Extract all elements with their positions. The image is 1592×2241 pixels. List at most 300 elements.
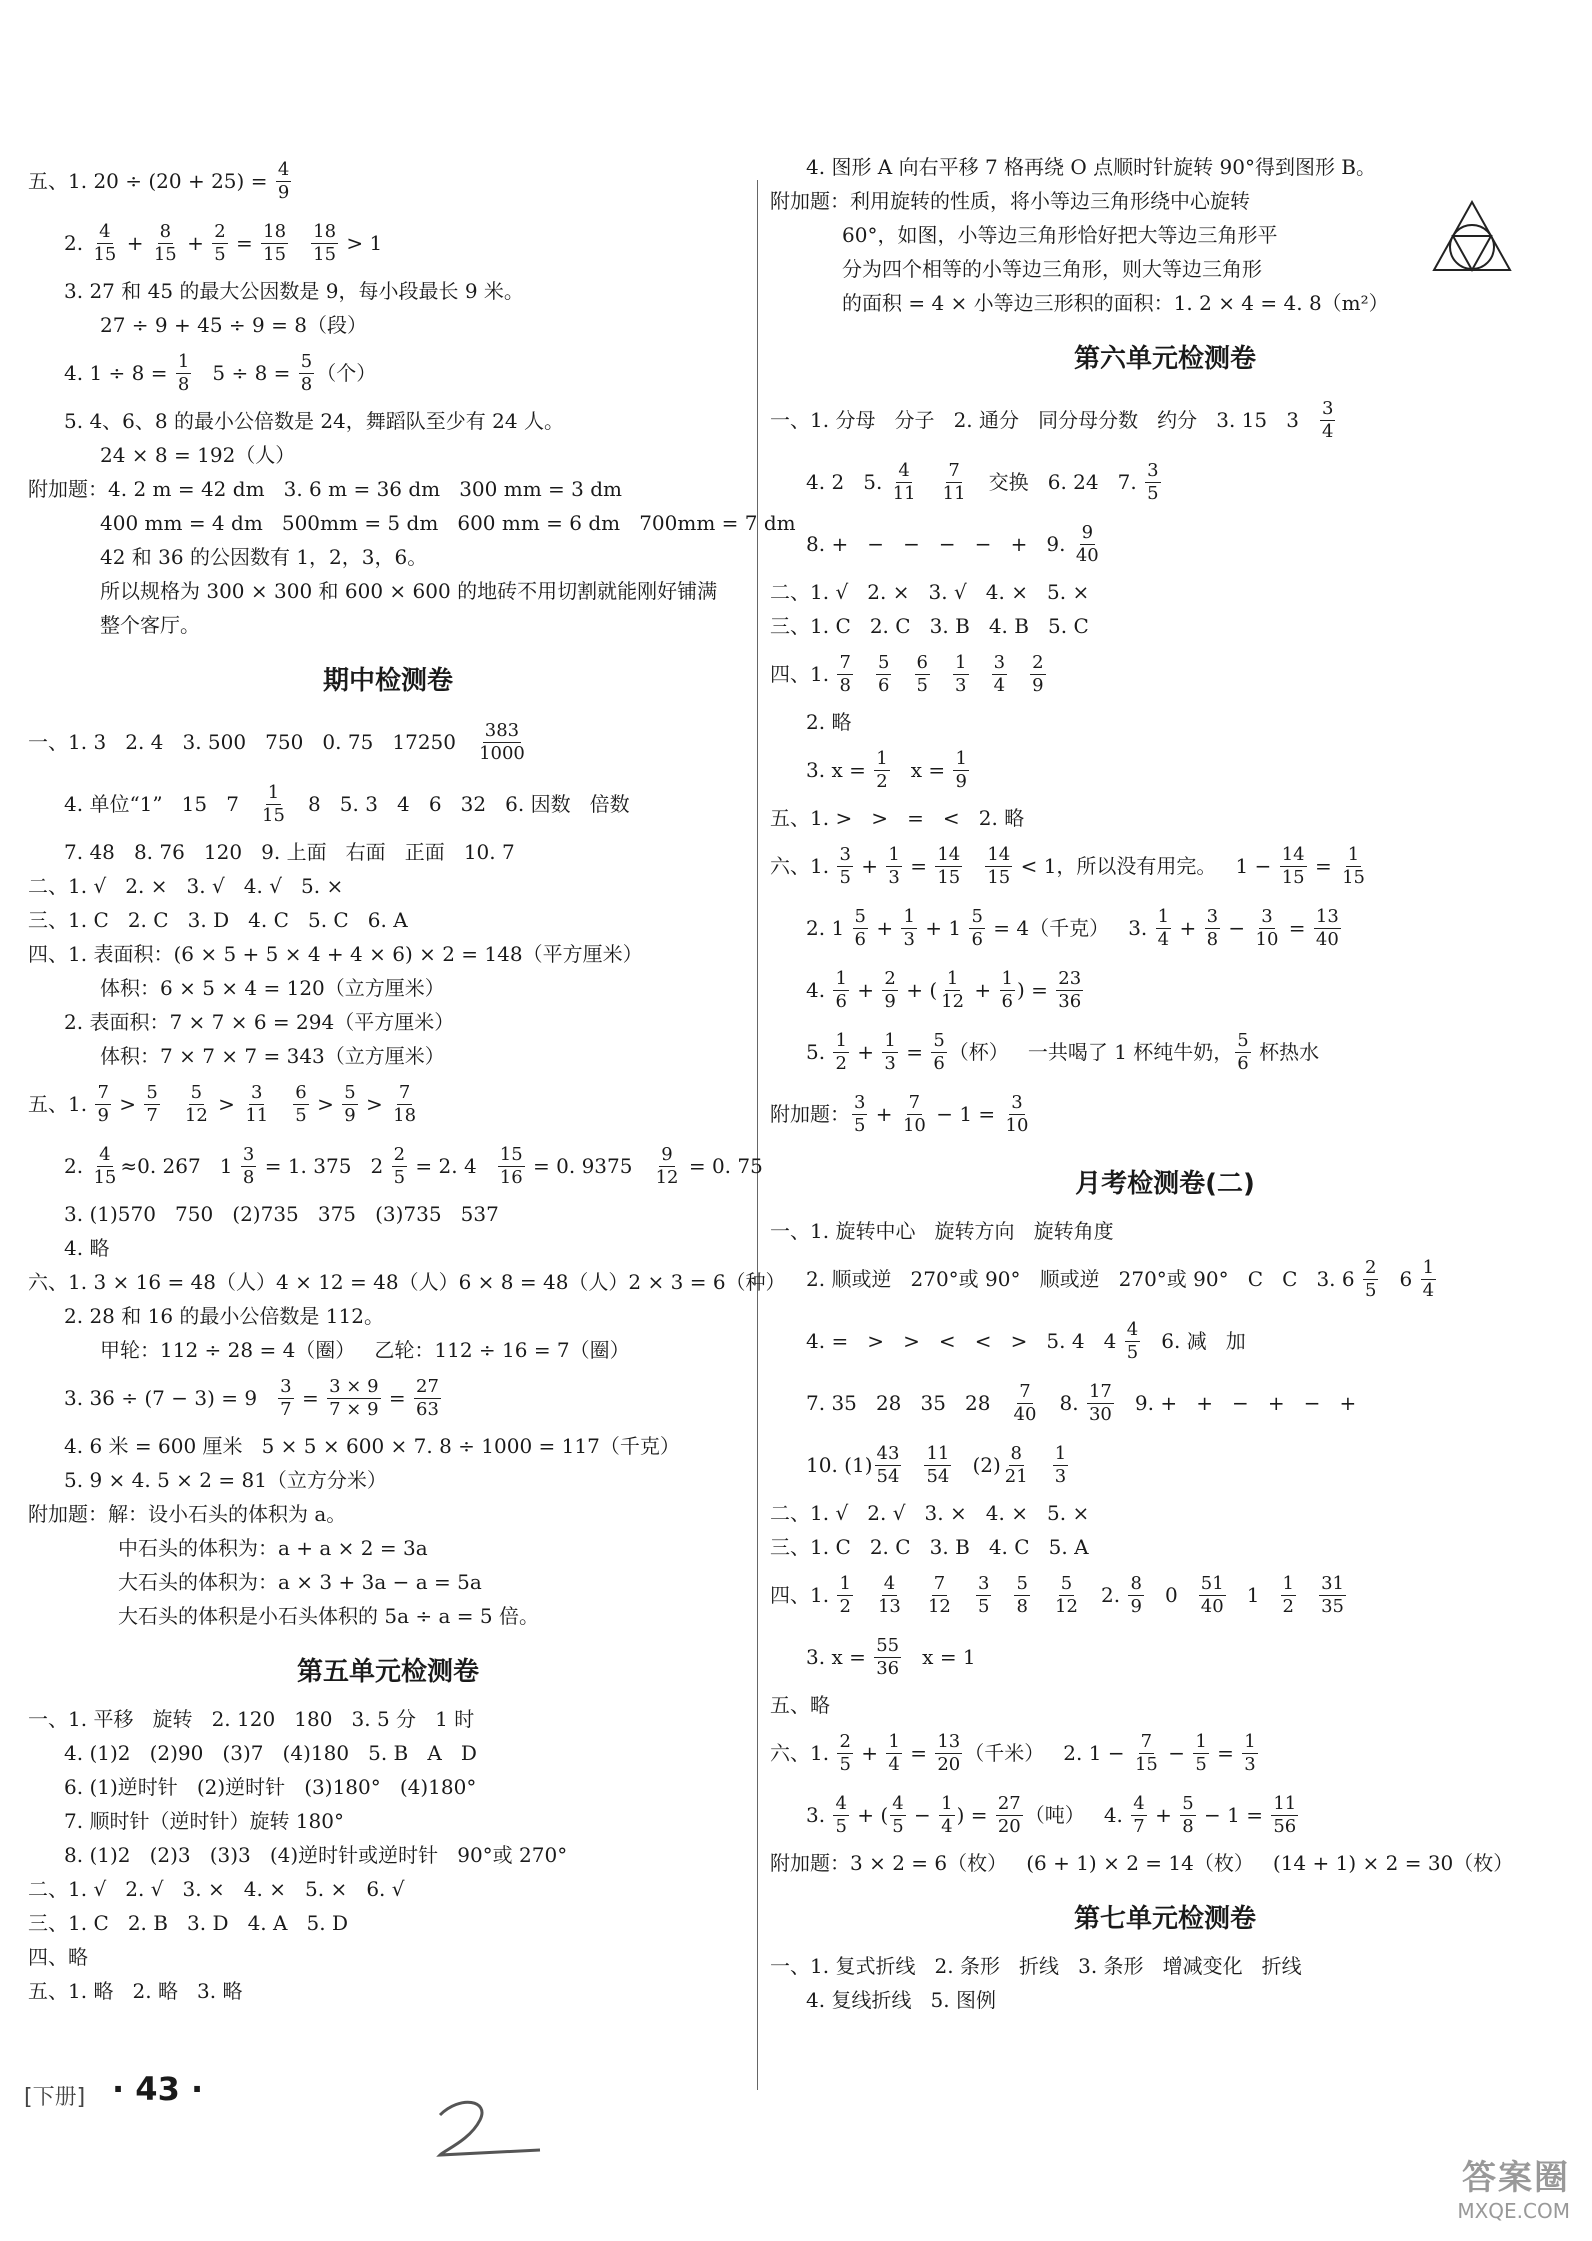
fraction-numerator: 8 [159, 220, 172, 242]
fraction [901, 1092, 928, 1137]
answer-line [28, 1906, 748, 1940]
answer-text: 3. x = [806, 758, 873, 782]
answer-line [28, 608, 748, 642]
fraction [1014, 1573, 1029, 1618]
answer-text [955, 1585, 974, 1605]
fraction [391, 1082, 418, 1127]
fraction-numerator: 3 [993, 651, 1006, 673]
fraction-numerator: 4 [835, 1792, 847, 1814]
fraction-denominator: 8 [839, 674, 851, 696]
fraction [890, 1793, 905, 1838]
fraction-numerator: 1 [1347, 843, 1360, 865]
fraction-numerator: 11 [926, 1442, 950, 1464]
fraction-denominator: 3 [903, 928, 915, 950]
fraction-numerator: 5 [933, 1029, 945, 1051]
watermark [1380, 2150, 1570, 2223]
fraction-denominator: 5 [295, 1104, 307, 1126]
fraction-numerator: 4 [883, 1572, 896, 1594]
answer-text: 4. 6 米 = 600 厘米 5 × 5 × 600 × 7. 8 ÷ 1000 = 117（千克） [64, 1434, 680, 1458]
fraction-numerator: 383 [484, 719, 520, 741]
answer-text: 四、1. [770, 1583, 836, 1607]
fraction-numerator: 1 [1157, 905, 1170, 927]
answer-text: 六、1. 3 × 16 = 48（人）4 × 12 = 48（人）6 × 8 = 48（人）2 × 3 = 6（种） [28, 1270, 786, 1294]
fraction [261, 221, 288, 266]
answer-text: 7. 顺时针（逆时针）旋转 180° [64, 1809, 344, 1833]
answer-text: 3. 27 和 45 的最大公因数是 9，每小段最长 9 米。 [64, 279, 524, 303]
fraction-numerator: 9 [661, 1143, 673, 1165]
fraction-denominator: 9 [955, 770, 967, 792]
answer-text: > 1 [340, 231, 383, 255]
fraction-denominator: 3 [1054, 1465, 1067, 1487]
answer-line [28, 1265, 786, 1299]
answer-text [272, 1094, 291, 1114]
fraction-numerator: 18 [313, 220, 337, 242]
answer-text: − [1222, 916, 1252, 940]
answer-line [770, 801, 1560, 835]
fraction-denominator: 6 [1001, 990, 1013, 1012]
fraction-denominator: 35 [1321, 1595, 1344, 1617]
fraction-denominator: 63 [416, 1398, 439, 1420]
fraction-numerator: 2 [1032, 651, 1044, 673]
fraction-denominator: 10 [902, 1114, 926, 1136]
fraction-denominator: 12 [184, 1104, 208, 1126]
answer-line [770, 451, 1560, 513]
fraction [941, 460, 968, 505]
fraction-numerator: 7 [398, 1081, 411, 1103]
answer-line [28, 1531, 748, 1565]
fraction-denominator: 20 [997, 1815, 1021, 1837]
answer-text [920, 472, 939, 492]
answer-text: 2. 28 和 16 的最小公倍数是 112。 [64, 1304, 384, 1328]
fraction [874, 1635, 901, 1680]
fraction-numerator: 5 [877, 651, 890, 673]
answer-text: 一、1. 平移 旋转 2. 120 180 3. 5 分 1 时 [28, 1707, 475, 1731]
answer-text: 三、1. C 2. C 3. B 4. B 5. C [770, 614, 1089, 638]
answer-line [770, 1722, 1560, 1784]
answer-text: = 0. 9375 [526, 1154, 652, 1178]
fraction-denominator: 36 [1058, 990, 1082, 1012]
answer-text: 附加题： [770, 1102, 850, 1126]
fraction [852, 1092, 867, 1137]
answer-text: 五、1. 20 ÷ (20 + 25) = [28, 169, 274, 193]
fraction-numerator: 1 [835, 967, 847, 989]
answer-text: （个） [316, 361, 377, 385]
answer-text: 整个客厅。 [100, 613, 200, 637]
fraction-denominator: 8 [300, 373, 313, 395]
answer-text: − 1 = [929, 1102, 1002, 1126]
answer-text: 分为四个相等的小等边三角形，则大等边三角形 [842, 257, 1262, 281]
fraction [1030, 652, 1045, 697]
fraction-denominator: 40 [1075, 544, 1099, 566]
answer-text: + ( [850, 1803, 889, 1827]
fraction-numerator: 3 [280, 1375, 292, 1397]
fraction-denominator: 36 [876, 1657, 900, 1679]
fraction-denominator: 8 [1182, 1815, 1194, 1837]
fraction-numerator: 4 [1133, 1792, 1145, 1814]
fraction [976, 1573, 991, 1618]
answer-text: 3. (1)570 750 (2)735 375 (3)735 537 [64, 1202, 499, 1226]
answer-text: 8. (1)2 (2)3 (3)3 (4)逆时针或逆时针 90°或 270° [64, 1843, 568, 1867]
fraction-numerator: 11 [1273, 1792, 1297, 1814]
fraction [833, 1793, 848, 1838]
fraction [241, 1144, 256, 1189]
answer-line [28, 1736, 748, 1770]
fraction [853, 906, 868, 951]
fraction [392, 1144, 407, 1189]
fraction-numerator: 51 [1200, 1572, 1224, 1594]
fraction-numerator: 1 [1195, 1730, 1207, 1752]
fraction-denominator: 2 [835, 1052, 847, 1074]
answer-text: = [1210, 1741, 1241, 1765]
answer-line [770, 513, 1560, 575]
fraction [882, 1030, 897, 1075]
fraction-denominator: 9 [1032, 674, 1044, 696]
answer-text: 5 ÷ 8 = [193, 361, 297, 385]
answer-line [770, 1949, 1560, 1983]
fraction [414, 1376, 441, 1421]
answer-line [770, 739, 1560, 801]
answer-text: + [180, 231, 211, 255]
fraction-denominator: 15 [1281, 866, 1305, 888]
answer-text: = [899, 1040, 930, 1064]
fraction-numerator: 1 [1054, 1442, 1067, 1464]
fraction [882, 968, 897, 1013]
fraction-numerator: 23 [1058, 967, 1082, 989]
answer-text: + [869, 916, 900, 940]
answer-line [770, 609, 1560, 643]
fraction-numerator: 18 [263, 220, 287, 242]
fraction-numerator: 14 [987, 843, 1011, 865]
fraction-denominator: 5 [393, 1166, 406, 1188]
answer-text: 三、1. C 2. C 3. D 4. C 5. C 6. A [28, 908, 408, 932]
answer-text: 大石头的体积是小石头体积的 5a ÷ a = 5 倍。 [118, 1604, 539, 1628]
fraction [915, 652, 930, 697]
fraction-denominator: 5 [916, 674, 928, 696]
answer-line [770, 897, 1560, 959]
fraction-denominator: 5 [214, 243, 226, 265]
fraction [293, 1082, 308, 1127]
fraction [1000, 968, 1015, 1013]
fraction [876, 1573, 903, 1618]
answer-line [770, 643, 1560, 705]
answer-line [770, 1846, 1560, 1880]
answer-text: 2. 顺或逆 270°或 90° 顺或逆 270°或 90° C C 3. 6 [806, 1267, 1361, 1291]
fraction-numerator: 5 [344, 1081, 356, 1103]
fraction-denominator: 5 [839, 866, 851, 888]
fraction-numerator: 3 [242, 1143, 255, 1165]
answer-text: + [869, 1102, 899, 1126]
answer-text: = [1308, 854, 1339, 878]
fraction [886, 844, 901, 889]
fraction-denominator: 12 [941, 990, 965, 1012]
answer-text: 1 [1227, 1583, 1279, 1607]
answer-text: （千米） 2. 1 − [964, 1741, 1131, 1765]
fraction-numerator: 9 [1081, 521, 1094, 543]
answer-text: = 0. 75 [682, 1154, 763, 1178]
answer-text: ) = [1016, 978, 1055, 1002]
answer-line [770, 1248, 1560, 1310]
fraction-denominator: 30 [1088, 1403, 1112, 1425]
answer-text: 4. 单位“1” 15 7 [64, 792, 259, 816]
answer-text: + [850, 1040, 881, 1064]
fraction-numerator: 4 [892, 1792, 904, 1814]
fraction-denominator: 5 [1195, 1753, 1207, 1775]
fraction-denominator: 1000 [479, 742, 525, 764]
answer-text: 三、1. C 2. C 3. B 4. C 5. A [770, 1535, 1089, 1559]
fraction-denominator: 5 [854, 1114, 866, 1136]
fraction-numerator: 3 [251, 1081, 263, 1103]
fraction-numerator: 55 [876, 1634, 900, 1656]
fraction-numerator: 27 [416, 1375, 439, 1397]
fraction-numerator: 8 [1130, 1572, 1142, 1594]
fraction [924, 1443, 951, 1488]
answer-text: + 1 [918, 916, 968, 940]
watermark-logo: 答案圈 [1462, 2158, 1570, 2198]
answer-text: 2. 略 [806, 710, 852, 734]
answer-line [28, 1804, 748, 1838]
fraction [243, 1082, 270, 1127]
fraction-denominator: 12 [927, 1595, 951, 1617]
fraction [833, 1030, 848, 1075]
answer-text: 五、1. 略 2. 略 3. 略 [28, 1979, 243, 2003]
fraction-numerator: 1 [941, 1792, 953, 1814]
answer-text: = 2. 4 [409, 1154, 496, 1178]
fraction-numerator: 5 [1237, 1029, 1249, 1051]
fraction-denominator: 4 [1422, 1279, 1435, 1301]
answer-text: 2. [64, 231, 90, 255]
fraction-denominator: 4 [993, 674, 1006, 696]
fraction-numerator: 7 [933, 1572, 946, 1594]
fraction-denominator: 40 [1200, 1595, 1224, 1617]
fraction-numerator: 1 [839, 1572, 851, 1594]
fraction [1320, 398, 1335, 443]
answer-text: 中石头的体积为：a + a × 2 = 3a [118, 1536, 428, 1560]
fraction [183, 1082, 210, 1127]
fraction-denominator: 12 [1055, 1595, 1078, 1617]
answer-line [28, 1497, 748, 1531]
fraction [886, 1731, 901, 1776]
fraction [1125, 1319, 1140, 1364]
fraction-numerator: 7 [1140, 1730, 1153, 1752]
answer-text [971, 664, 990, 684]
answer-text: 5. 9 × 4. 5 × 2 = 81（立方分米） [64, 1468, 387, 1492]
answer-text: ≈0. 267 1 [120, 1154, 239, 1178]
fraction-denominator: 2 [839, 1595, 851, 1617]
fraction-numerator: 3 [1261, 905, 1273, 927]
answer-line [28, 1702, 748, 1736]
answer-text: − 1 = [1197, 1803, 1270, 1827]
fraction [1271, 1793, 1298, 1838]
fraction-denominator: 16 [499, 1166, 523, 1188]
answer-line [28, 1770, 748, 1804]
answer-text: x = 1 [903, 1645, 976, 1669]
answer-text: 27 ÷ 9 + 45 ÷ 9 = 8（段） [100, 313, 367, 337]
fraction-numerator: 2 [393, 1143, 406, 1165]
answer-line [28, 1039, 748, 1073]
answer-text: > [211, 1092, 242, 1116]
fraction-denominator: 15 [93, 1166, 117, 1188]
answer-line [770, 286, 1560, 320]
answer-line [28, 869, 748, 903]
fraction-denominator: 4 [1322, 420, 1334, 442]
fraction [1053, 1573, 1080, 1618]
fraction [1319, 1573, 1346, 1618]
fraction-numerator: 6 [916, 651, 928, 673]
answer-text: 4. 2 5. [806, 470, 889, 494]
answer-line [28, 1367, 748, 1429]
fraction [498, 1144, 525, 1189]
fraction [278, 1376, 293, 1421]
answer-text: 一、1. 复式折线 2. 条形 折线 3. 条形 增减变化 折线 [770, 1954, 1302, 1978]
answer-text: 60°，如图，小等边三角形恰好把大等边三角形平 [842, 223, 1278, 247]
fraction-numerator: 17 [1088, 1380, 1112, 1402]
answer-text: 8. + − − − − + 9. [806, 532, 1072, 556]
fraction-denominator: 4 [888, 1753, 900, 1775]
fraction [1180, 1793, 1195, 1838]
fraction [992, 652, 1007, 697]
answer-line [28, 1005, 748, 1039]
fraction-numerator: 5 [190, 1081, 203, 1103]
fraction [935, 1731, 962, 1776]
answer-text: 4. 1 ÷ 8 = [64, 361, 174, 385]
fraction-numerator: 4 [99, 220, 111, 242]
answer-text: 9. + + − + − + [1115, 1391, 1357, 1415]
fraction-denominator: 6 [835, 990, 847, 1012]
fraction-denominator: 3 [955, 674, 967, 696]
fraction-numerator: 2 [1364, 1256, 1377, 1278]
answer-text: (2) [953, 1453, 1001, 1477]
answer-line [28, 342, 748, 404]
answer-line [770, 252, 1560, 286]
fraction [985, 844, 1012, 889]
fraction [1242, 1731, 1257, 1776]
fraction-denominator: 40 [1013, 1403, 1037, 1425]
fraction [996, 1793, 1023, 1838]
answer-text: 6. 减 加 [1142, 1329, 1246, 1353]
fraction [342, 1082, 357, 1127]
answer-text: 一、1. 分母 分子 2. 通分 同分母分数 约分 3. 15 3 [770, 408, 1318, 432]
fraction-denominator: 4 [941, 1815, 953, 1837]
answer-text [932, 664, 951, 684]
answer-line [28, 1299, 748, 1333]
fraction-denominator: 9 [97, 1104, 109, 1126]
fraction [1280, 844, 1307, 889]
fraction-denominator: 3 [884, 1052, 896, 1074]
fraction-denominator: 10 [1005, 1114, 1029, 1136]
answer-text: 7. 35 28 35 28 [806, 1391, 1010, 1415]
answer-text [162, 1094, 181, 1114]
answer-text: 2. [1081, 1583, 1127, 1607]
answer-text: 二、1. √ 2. √ 3. × 4. × 5. × 6. √ [28, 1877, 405, 1901]
section-title: 月考检测卷(二) [1075, 1169, 1255, 1199]
answer-line [770, 389, 1560, 451]
answer-text: + [120, 231, 150, 255]
fraction-denominator: 12 [655, 1166, 679, 1188]
answer-text: 一、1. 旋转中心 旋转方向 旋转角度 [770, 1219, 1114, 1243]
fraction [91, 1144, 118, 1189]
fraction [1156, 906, 1171, 951]
fraction-numerator: 1 [903, 905, 915, 927]
fraction-denominator: 10 [1255, 928, 1279, 950]
fraction-denominator: 2 [1282, 1595, 1294, 1617]
section-title: 期中检测卷 [322, 666, 453, 696]
watermark-url: MXQE.COM [1457, 2199, 1570, 2223]
fraction-denominator: 6 [933, 1052, 945, 1074]
answer-line [28, 472, 748, 506]
fraction [1421, 1257, 1436, 1302]
fraction-numerator: 7 [839, 651, 851, 673]
answer-line [28, 1974, 748, 2008]
answer-line [28, 773, 748, 835]
section-title: 第七单元检测卷 [1073, 1904, 1256, 1934]
answer-line [28, 937, 748, 971]
fraction-numerator: 1 [1282, 1572, 1294, 1594]
answer-line [770, 218, 1560, 252]
answer-line [28, 1333, 748, 1367]
fraction-denominator: 8 [242, 1166, 255, 1188]
answer-text: 4. (1)2 (2)90 (3)7 (4)180 5. B A D [64, 1741, 477, 1765]
answer-line [28, 308, 748, 342]
answer-text: + [968, 978, 998, 1002]
fraction-denominator: 5 [1364, 1279, 1377, 1301]
answer-text: 五、1. > > = < 2. 略 [770, 806, 1025, 830]
answer-text: ) = [956, 1803, 994, 1827]
answer-text: 2. [64, 1154, 90, 1178]
answer-text: 8. [1040, 1391, 1085, 1415]
answer-text [1032, 1585, 1051, 1605]
answer-line [28, 438, 748, 472]
fraction-numerator: 2 [214, 220, 226, 242]
answer-line [28, 711, 748, 773]
fraction [1012, 1381, 1039, 1426]
answer-text: 6. (1)逆时针 (2)逆时针 (3)180° (4)180° [64, 1775, 477, 1799]
fraction-numerator: 3 [854, 1091, 866, 1113]
answer-text: 所以规格为 300 × 300 和 600 × 600 的地砖不用切割就能刚好铺满 [100, 579, 718, 603]
fraction [876, 652, 891, 697]
column-divider [757, 180, 758, 2090]
answer-line [28, 1565, 748, 1599]
fraction-denominator: 2 [876, 770, 888, 792]
answer-text: 二、1. √ 2. √ 3. × 4. × 5. × [770, 1501, 1090, 1525]
fraction-denominator: 8 [177, 373, 190, 395]
answer-text: 3. x = [806, 1645, 873, 1669]
fraction [833, 968, 848, 1013]
fraction-denominator: 5 [1126, 1341, 1139, 1363]
answer-line [28, 835, 748, 869]
fraction-numerator: 3 [977, 1572, 990, 1594]
fraction-numerator: 13 [937, 1730, 961, 1752]
answer-text [893, 664, 912, 684]
fraction-numerator: 6 [295, 1081, 307, 1103]
answer-line [28, 1599, 748, 1633]
answer-text: 四、略 [28, 1945, 88, 1969]
answer-line [770, 1688, 1560, 1722]
answer-text: − [1161, 1741, 1192, 1765]
answer-line [28, 540, 748, 574]
fraction [1363, 1257, 1378, 1302]
fraction [935, 844, 962, 889]
answer-text: 24 × 8 = 192（人） [100, 443, 296, 467]
answer-text: + [1148, 1803, 1179, 1827]
answer-text: 附加题：4. 2 m = 42 dm 3. 6 m = 36 dm 300 mm = 3 dm [28, 477, 622, 501]
answer-text: （杯） 一共喝了 1 杯纯牛奶， [948, 1040, 1234, 1064]
fraction-numerator: 3 [1206, 905, 1219, 927]
fraction-denominator: 15 [93, 243, 117, 265]
fraction [1199, 1573, 1226, 1618]
answer-text: 四、1. 表面积：(6 × 5 + 5 × 4 + 4 × 6) × 2 = 148（平方厘米） [28, 942, 643, 966]
fraction [901, 906, 916, 951]
answer-text: 400 mm = 4 dm 500mm = 5 dm 600 mm = 6 dm 700mm = 7 dm [100, 511, 796, 535]
